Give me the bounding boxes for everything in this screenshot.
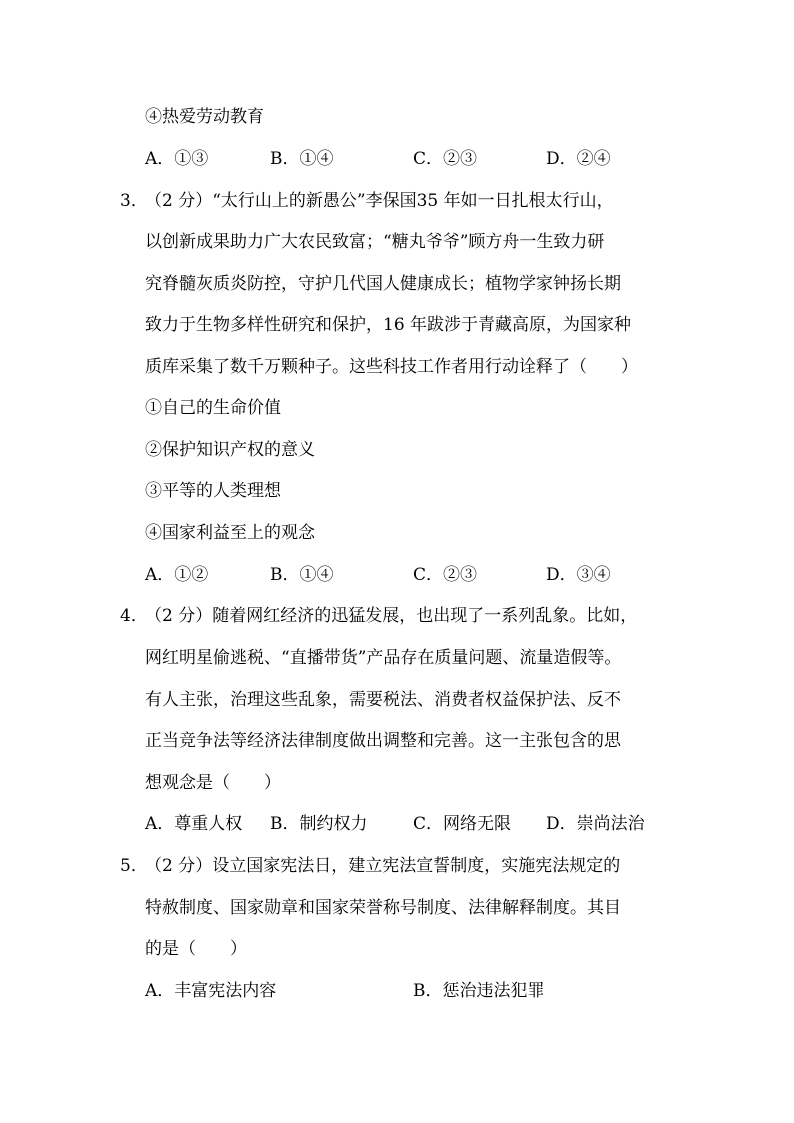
q4-option-b: B．制约权力 [270, 814, 368, 834]
q5-number: 5． [120, 856, 148, 876]
q4-number: 4． [120, 606, 148, 626]
q4-stem-line-1: （2 分）随着网红经济的迅猛发展，也出现了一系列乱象。比如， [145, 606, 638, 626]
q3-statement-2: ②保护知识产权的意义 [145, 440, 315, 460]
q3-stem-line-1: （2 分）“太行山上的新愚公”李保国35 年如一日扎根太行山， [145, 191, 614, 211]
q4-stem-line-2: 网红明星偷逃税、“直播带货”产品存在质量问题、流量造假等。 [145, 648, 622, 668]
q3-stem-line-5: 质库采集了数千万颗种子。这些科技工作者用行动诠释了（ ） [145, 357, 638, 377]
q3-stem-line-4: 致力于生物多样性研究和保护，16 年跋涉于青藏高原，为国家种 [145, 315, 632, 335]
q3-option-c: C．②③ [413, 565, 478, 585]
q4-option-c: C．网络无限 [413, 814, 512, 834]
q5-option-a: A．丰富宪法内容 [145, 981, 277, 1001]
q3-stem-line-2: 以创新成果助力广大农民致富；“糖丸爷爷”顾方舟一生致力研 [145, 232, 605, 252]
q3-statement-3: ③平等的人类理想 [145, 481, 281, 501]
q5-stem-line-3: 的是（ ） [145, 939, 247, 959]
q3-statement-1: ①自己的生命价值 [145, 398, 281, 418]
q2-option-a: A．①③ [145, 149, 209, 169]
q5-option-b: B．惩治违法犯罪 [413, 981, 545, 1001]
q2-option-d: D．②④ [546, 149, 611, 169]
q3-stem-line-3: 究脊髓灰质炎防控，守护几代国人健康成长；植物学家钟扬长期 [145, 274, 621, 294]
q2-option-b: B．①④ [270, 149, 334, 169]
q3-number: 3． [120, 191, 148, 211]
q5-stem-line-2: 特赦制度、国家勋章和国家荣誉称号制度、法律解释制度。其目 [145, 898, 621, 918]
q3-option-b: B．①④ [270, 565, 334, 585]
q2-statement-4: ④热爱劳动教育 [145, 107, 264, 127]
q3-option-d: D．③④ [546, 565, 611, 585]
q2-option-c: C．②③ [413, 149, 478, 169]
q3-option-a: A．①② [145, 565, 209, 585]
q4-option-d: D．崇尚法治 [546, 814, 645, 834]
q5-stem-line-1: （2 分）设立国家宪法日，建立宪法宣誓制度，实施宪法规定的 [145, 856, 621, 876]
q4-stem-line-4: 正当竞争法等经济法律制度做出调整和完善。这一主张包含的思 [145, 731, 621, 751]
q4-stem-line-5: 想观念是（ ） [145, 773, 281, 793]
q4-option-a: A．尊重人权 [145, 814, 243, 834]
q3-statement-4: ④国家利益至上的观念 [145, 523, 315, 543]
q4-stem-line-3: 有人主张，治理这些乱象，需要税法、消费者权益保护法、反不 [145, 690, 621, 710]
